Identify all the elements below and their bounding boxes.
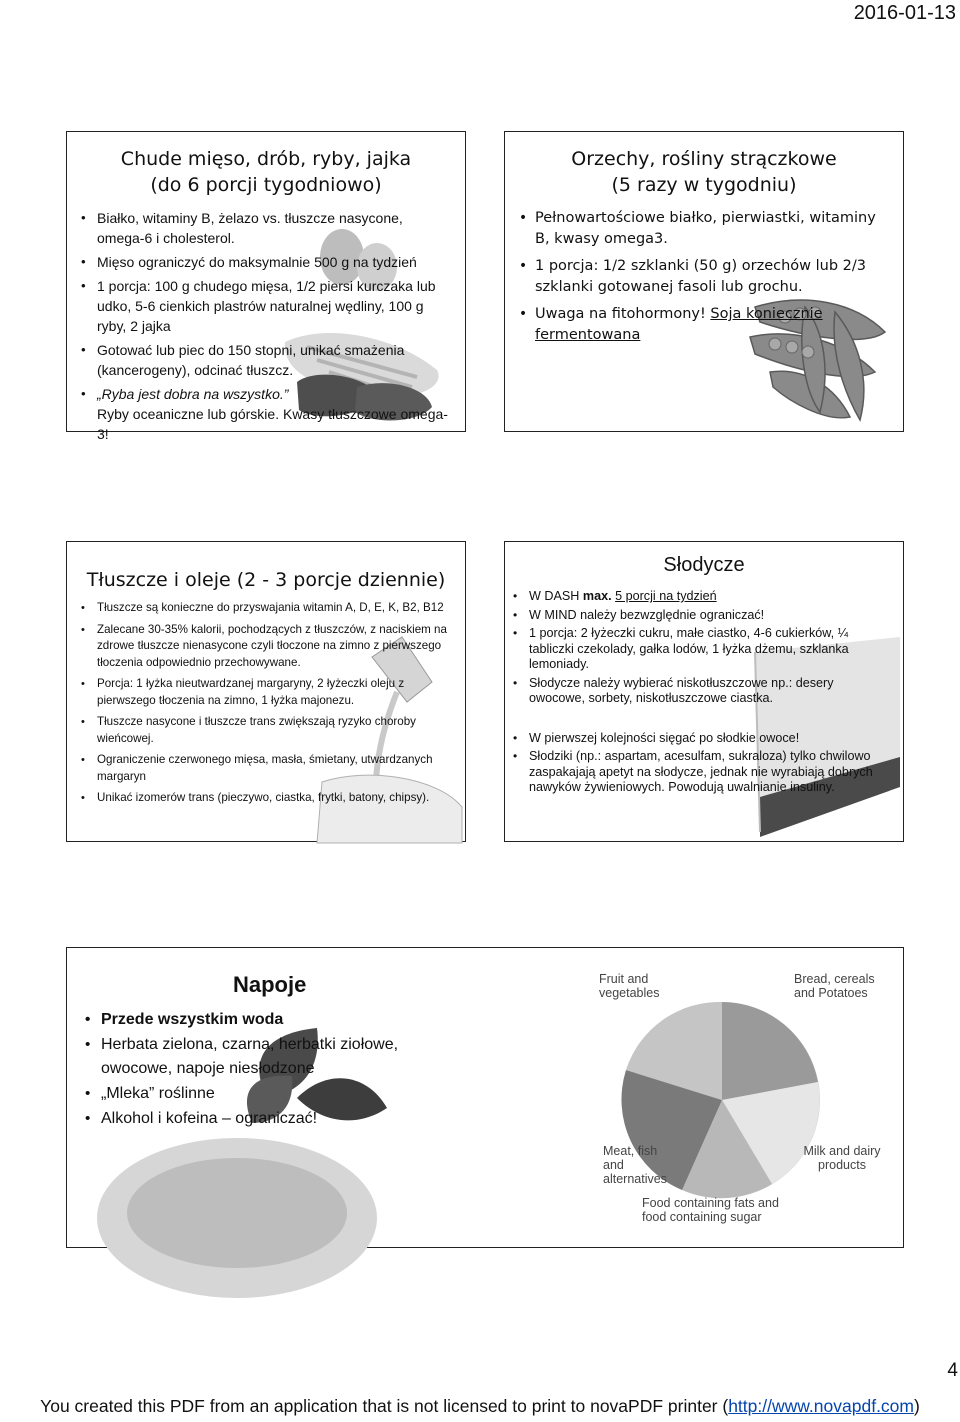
slide-title: Chude mięso, drób, ryby, jajka (do 6 porcji tygodniowo) xyxy=(120,148,412,196)
list-item: • Uwaga na fitohormony! Soja koniecznie fermentowana xyxy=(517,304,889,346)
slide-title: Napoje xyxy=(233,972,307,997)
list-item: • Porcja: 1 łyżka nieutwardzanej margaryny, 2 łyżeczki oleju z pierwszego tłoczenia na zimno, 1 łyżka majonezu. xyxy=(79,676,453,709)
plate-label-fats: Food containing fats and food containing sugar xyxy=(642,1196,779,1224)
list-item: • Alkohol i kofeina – ograniczać! xyxy=(83,1107,413,1131)
bullet-list xyxy=(511,589,886,799)
list-item: • Herbata zielona, czarna, herbatki ziołowe, owocowe, napoje niesłodzone xyxy=(83,1033,413,1081)
list-item: • Zalecane 30-35% kalorii, pochodzących z tłuszczów, z naciskiem na zdrowe tłuszcze nienasycone czyli tłoczone na zimno z pierwszego tłoczenia odpowiednio przechowywane. xyxy=(79,622,453,672)
dash-link[interactable]: 5 porcji na tydzień xyxy=(615,589,717,603)
page-date: 2016-01-13 xyxy=(853,2,956,24)
slide-sweets xyxy=(504,541,904,842)
list-item: • „Mleka” roślinne xyxy=(83,1082,413,1106)
list-item: • 1 porcja: 2 łyżeczki cukru, małe ciastko, 4-6 cukierków, ¼ tabliczki czekolady, gałka lodów, 1 łyżka dżemu, szklanka lemoniady. xyxy=(511,626,886,673)
bullet-list xyxy=(79,600,453,812)
list-item: • Pełnowartościowe białko, pierwiastki, witaminy B, kwasy omega3. xyxy=(517,208,889,250)
bullet-list xyxy=(79,208,451,448)
list-item: • Słodziki (np.: aspartam, acesulfam, sukraloza) tylko chwilowo zaspakajają apetyt na słodycze, jednak nie wyrabiają dobrych nawyków żywieniowych. Powodują uwalnianie insuliny. xyxy=(511,749,886,796)
list-item: • Mięso ograniczyć do maksymalnie 500 g na tydzień xyxy=(79,252,451,272)
slide-nuts-legumes xyxy=(504,131,904,432)
slide-meat-fish-eggs xyxy=(66,131,466,442)
list-item: • 1 porcja: 1/2 szklanki (50 g) orzechów lub 2/3 szklanki gotowanej fasoli lub grochu. xyxy=(517,256,889,298)
list-item: • Słodycze należy wybierać niskotłuszczowe np.: desery owocowe, sorbety, niskotłuszczowe ciastka. xyxy=(511,676,886,707)
page-number: 4 xyxy=(947,1360,958,1381)
soja-link[interactable]: Soja koniecznie fermentowana xyxy=(535,306,823,343)
list-item: • Tłuszcze nasycone i tłuszcze trans zwiększają ryzyko choroby wieńcowej. xyxy=(79,714,453,747)
plate-label-meat: Meat, fish and alternatives xyxy=(603,1144,667,1186)
plate-label-bread: Bread, cereals and Potatoes xyxy=(794,972,875,1000)
pdf-printer-notice: You created this PDF from an application that is not licensed to print to novaPDF printer (http://www.novapdf.com) xyxy=(40,1396,920,1416)
list-item: • W pierwszej kolejności sięgać po słodkie owoce! xyxy=(511,731,886,747)
list-item: • Unikać izomerów trans (pieczywo, ciastka, frytki, batony, chipsy). xyxy=(79,790,453,807)
plate-label-fruit: Fruit and vegetables xyxy=(599,972,660,1000)
slide-drinks xyxy=(66,947,904,1248)
slide-title: Słodycze xyxy=(663,554,745,576)
list-item: • Tłuszcze są konieczne do przyswajania witamin A, D, E, K, B2, B12 xyxy=(79,600,453,617)
list-item: • W DASH max. 5 porcji na tydzień xyxy=(511,589,886,605)
list-item: • Gotować lub piec do 150 stopni, unikać smażenia (kancerogeny), odcinać tłuszcz. xyxy=(79,340,451,380)
list-item: • 1 porcja: 100 g chudego mięsa, 1/2 piersi kurczaka lub udko, 5-6 cienkich plastrów naturalnej wędliny, 100 g ryby, 2 jajka xyxy=(79,276,451,336)
slide-title: Orzechy, rośliny strączkowe (5 razy w tygodniu) xyxy=(571,148,837,196)
list-item: • Białko, witaminy B, żelazo vs. tłuszcze nasycone, omega-6 i cholesterol. xyxy=(79,208,451,248)
list-item: • W MIND należy bezwzględnie ograniczać! xyxy=(511,608,886,624)
slide-fats-oils xyxy=(66,541,466,842)
bullet-list xyxy=(517,208,889,352)
bullet-list xyxy=(83,1008,413,1132)
list-item: • „Ryba jest dobra na wszystko.” Ryby oceaniczne lub górskie. Kwasy tłuszczowe omega-3! xyxy=(79,384,451,444)
plate-label-milk: Milk and dairy products xyxy=(803,1144,881,1172)
list-item: • Ograniczenie czerwonego mięsa, masła, śmietany, utwardzanych margaryn xyxy=(79,752,453,785)
slide-title: Tłuszcze i oleje (2 - 3 porcje dziennie) xyxy=(86,569,446,591)
list-item: • Przede wszystkim woda xyxy=(83,1008,413,1032)
novapdf-link[interactable]: http://www.novapdf.com xyxy=(728,1396,914,1416)
